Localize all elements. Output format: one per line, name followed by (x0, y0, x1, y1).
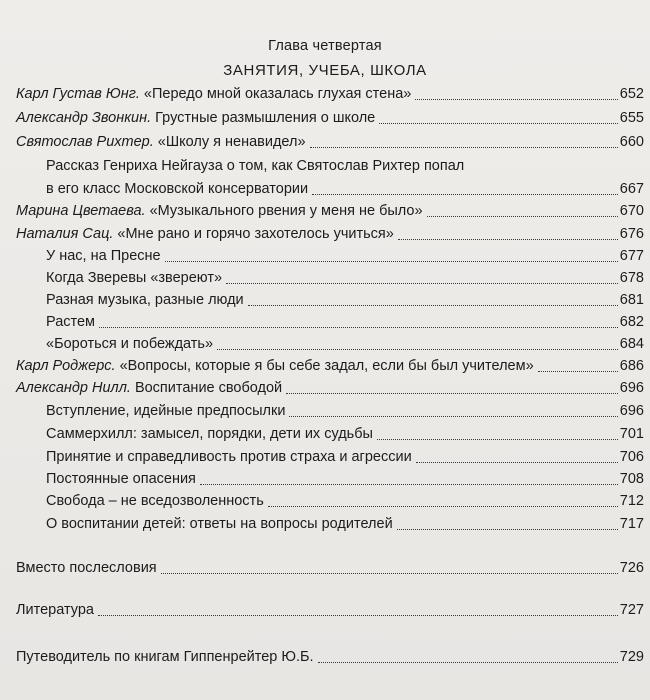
toc-entry-text (16, 356, 534, 376)
toc-entry-text (46, 491, 264, 511)
toc-entry[interactable] (0, 290, 650, 310)
toc-entry[interactable] (0, 558, 650, 578)
toc-entry-text (46, 156, 464, 176)
toc-entry-title: «Вопросы, которые я бы себе задал, если бы был учителем» (115, 358, 534, 374)
toc-entry[interactable] (0, 268, 650, 288)
toc-leader-dots (416, 462, 618, 463)
toc-page-number: 696 (619, 403, 644, 419)
toc-entry-title: Когда Зверевы «звереют» (46, 270, 223, 286)
toc-entry[interactable] (0, 132, 650, 152)
toc-entry[interactable] (0, 108, 650, 128)
toc-leader-dots (398, 239, 618, 240)
toc-entry[interactable] (0, 224, 650, 244)
toc-entry[interactable] (0, 491, 650, 511)
toc-entry[interactable] (0, 401, 650, 421)
toc-entry-title: Путеводитель по книгам Гиппенрейтер Ю.Б. (16, 649, 314, 665)
toc-entry-title: Растем (46, 314, 96, 330)
toc-entry[interactable] (0, 179, 650, 199)
toc-entry-author: Александр Нилл. (16, 380, 131, 396)
toc-entry-text (46, 447, 412, 467)
toc-entry-author: Святослав Рихтер. (16, 134, 154, 150)
toc-page-number: 682 (619, 314, 644, 330)
toc-leader-dots (98, 615, 618, 616)
toc-page-number: 717 (619, 516, 644, 532)
toc-entry-text (16, 132, 306, 152)
toc-entry[interactable] (0, 514, 650, 534)
toc-leader-dots (377, 439, 618, 440)
toc-page-number: 684 (619, 336, 644, 352)
toc-entry-title: Вместо послесловия (16, 560, 157, 576)
toc-entry[interactable] (0, 201, 650, 221)
toc-entry-text (46, 469, 196, 489)
toc-page-number: 696 (619, 380, 644, 396)
toc-leader-dots (538, 371, 618, 372)
toc-entry-text (16, 108, 375, 128)
toc-entry-title: Саммерхилл: замысел, порядки, дети их судьбы (46, 426, 373, 442)
toc-entry-text (46, 401, 285, 421)
toc-page-number: 726 (619, 560, 644, 576)
chapter-title: ЗАНЯТИЯ, УЧЕБА, ШКОЛА (223, 62, 427, 79)
toc-entry[interactable] (0, 600, 650, 620)
toc-entry-title: Грустные размышления о школе (151, 110, 376, 126)
toc-entry-text (46, 312, 95, 332)
toc-leader-dots (379, 123, 618, 124)
toc-leader-dots (268, 506, 618, 507)
toc-entry-author: Карл Густав Юнг. (16, 86, 140, 102)
toc-entry-title: «Передо мной оказалась глухая стена» (139, 86, 412, 102)
toc-entry-author: Марина Цветаева. (16, 203, 146, 219)
toc-entry-title: О воспитании детей: ответы на вопросы родителей (46, 516, 393, 532)
toc-leader-dots (161, 573, 618, 574)
toc-entry-author: Карл Роджерс. (16, 358, 116, 374)
toc-entry-text (16, 84, 411, 104)
toc-page-number: 712 (619, 493, 644, 509)
toc-entry-text (46, 290, 244, 310)
toc-entry-title: Свобода – не вседозволенность (46, 493, 264, 509)
toc-leader-dots (427, 216, 618, 217)
toc-leader-dots (312, 194, 618, 195)
toc-page-number: 681 (619, 292, 644, 308)
toc-page-number: 667 (619, 181, 644, 197)
toc-entry-title: «Школу я ненавидел» (153, 134, 306, 150)
toc-leader-dots (217, 349, 618, 350)
toc-entry[interactable] (0, 246, 650, 266)
toc-entry-text (16, 600, 94, 620)
toc-leader-dots (397, 529, 618, 530)
toc-entry[interactable] (0, 447, 650, 467)
toc-entry[interactable] (0, 84, 650, 104)
toc-entry-title: Постоянные опасения (46, 471, 196, 487)
toc-entry[interactable] (0, 156, 650, 176)
toc-entry-text (46, 424, 373, 444)
toc-entry-title: Вступление, идейные предпосылки (46, 403, 286, 419)
toc-page-number: 686 (619, 358, 644, 374)
toc-entry[interactable] (0, 334, 650, 354)
toc-page-number: 701 (619, 426, 644, 442)
toc-page-number: 676 (619, 226, 644, 242)
toc-leader-dots (310, 147, 618, 148)
toc-entry[interactable] (0, 647, 650, 667)
toc-entry-title: «Музыкального рвения у меня не было» (145, 203, 423, 219)
chapter-label: Глава четвертая (268, 38, 382, 54)
toc-entry-title: Разная музыка, разные люди (46, 292, 244, 308)
toc-entry-text (16, 224, 394, 244)
toc-entry-title: Принятие и справедливость против страха и агрессии (46, 449, 412, 465)
toc-leader-dots (415, 99, 617, 100)
toc-page-number: 670 (619, 203, 644, 219)
toc-page-number: 652 (619, 86, 644, 102)
toc-page-number: 706 (619, 449, 644, 465)
toc-entry[interactable] (0, 424, 650, 444)
toc-leader-dots (286, 393, 618, 394)
toc-entry[interactable] (0, 356, 650, 376)
toc-entry-title: «Бороться и побеждать» (46, 336, 214, 352)
toc-entry[interactable] (0, 312, 650, 332)
toc-entry-title: «Мне рано и горячо захотелось учиться» (113, 226, 394, 242)
toc-entry-title: У нас, на Пресне (46, 248, 161, 264)
toc-page-number: 708 (619, 471, 644, 487)
toc-page-number: 727 (619, 602, 644, 618)
toc-entry[interactable] (0, 469, 650, 489)
toc-entry-text (46, 334, 213, 354)
toc-entry-text (46, 514, 393, 534)
toc-page-number: 729 (619, 649, 644, 665)
toc-entry-title: Рассказ Генриха Нейгауза о том, как Святослав Рихтер попал (46, 158, 465, 174)
toc-leader-dots (200, 484, 618, 485)
toc-page-number: 655 (619, 110, 644, 126)
toc-entry-text (46, 268, 222, 288)
toc-entry-text (16, 201, 423, 221)
toc-entry-title: Литература (16, 602, 94, 618)
toc-entry-title: Воспитание свободой (130, 380, 283, 396)
toc-page-number: 678 (619, 270, 644, 286)
toc-leader-dots (318, 662, 618, 663)
toc-leader-dots (165, 261, 618, 262)
toc-leader-dots (248, 305, 618, 306)
toc-entry-text (46, 179, 308, 199)
toc-entry-text (16, 558, 157, 578)
toc-entry-author: Наталия Сац. (16, 226, 114, 242)
toc-leader-dots (226, 283, 618, 284)
toc-entry-title: в его класс Московской консерватории (46, 181, 309, 197)
toc-leader-dots (289, 416, 617, 417)
toc-leader-dots (99, 327, 618, 328)
toc-entry[interactable] (0, 378, 650, 398)
toc-entry-text (46, 246, 161, 266)
toc-page-number: 677 (619, 248, 644, 264)
toc-entry-text (16, 378, 282, 398)
toc-entry-text (16, 647, 314, 667)
toc-entry-author: Александр Звонкин. (16, 110, 152, 126)
toc-page-number: 660 (619, 134, 644, 150)
